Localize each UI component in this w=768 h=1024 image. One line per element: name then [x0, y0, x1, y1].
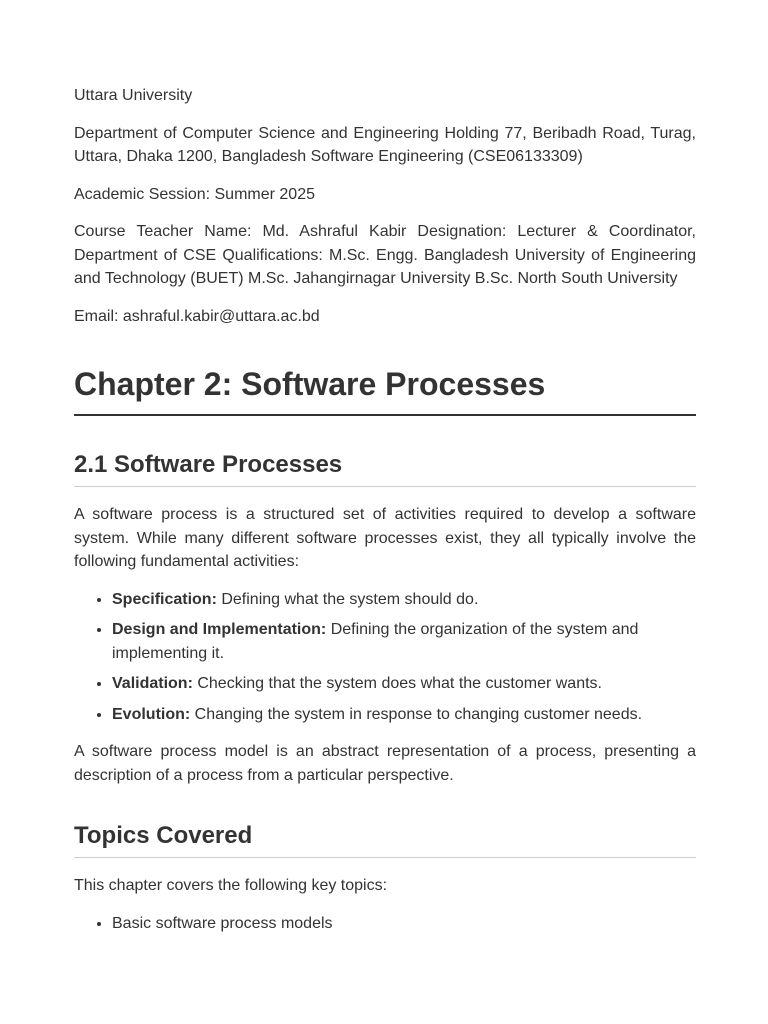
topics-list — [74, 912, 696, 936]
academic-session: Academic Session: Summer 2025 — [74, 185, 315, 203]
section-heading-2-1: 2.1 Software Processes — [74, 450, 696, 487]
list-item — [112, 588, 696, 612]
department-info: Department of Computer Science and Engineering Holding 77, Beribadh Road, Turag, Uttara, Dhaka 1200, Bangladesh Software Engineering (CSE06133309) — [74, 124, 696, 165]
activity-description: Checking that the system does what the customer wants. — [192, 675, 602, 692]
activity-term: Specification: — [112, 590, 217, 608]
topics-heading: Topics Covered — [74, 821, 696, 858]
process-model-paragraph: A software process model is an abstract representation of a process, presenting a description of a process from a particular perspective. — [74, 743, 696, 784]
list-item: • Basic software process models — [112, 912, 696, 936]
university-name: Uttara University — [74, 87, 193, 104]
list-item — [112, 703, 696, 727]
activities-list — [74, 588, 696, 727]
activity-description: Defining the organization of the system and implementing it. — [112, 621, 639, 662]
list-item — [112, 672, 696, 696]
topics-intro: This chapter covers the following key topics: — [74, 877, 388, 894]
activity-description: Defining what the system should do. — [216, 590, 479, 608]
course-teacher-info: Course Teacher Name: Md. Ashraful Kabir Designation: Lecturer & Coordinator, Department of CSE Qualifications: M.Sc. Engg. Bangladesh University of Engineering and Technology (BUET) M.Sc. Jahangirnagar University B.Sc. North South University — [74, 223, 696, 287]
activity-term: Design and Implementation: — [112, 621, 327, 638]
activity-term: Evolution: — [112, 705, 191, 723]
section-intro: A software process is a structured set of activities required to develop a software system. While many different software processes exist, they all typically involve the following fundamental activities: — [74, 506, 696, 570]
activity-description: Changing the system in response to changing customer needs. — [190, 705, 643, 723]
activity-term: Validation: — [112, 675, 193, 692]
chapter-title: Chapter 2: Software Processes — [74, 364, 696, 416]
list-item — [112, 618, 696, 665]
teacher-email: Email: ashraful.kabir@uttara.ac.bd — [74, 307, 320, 325]
